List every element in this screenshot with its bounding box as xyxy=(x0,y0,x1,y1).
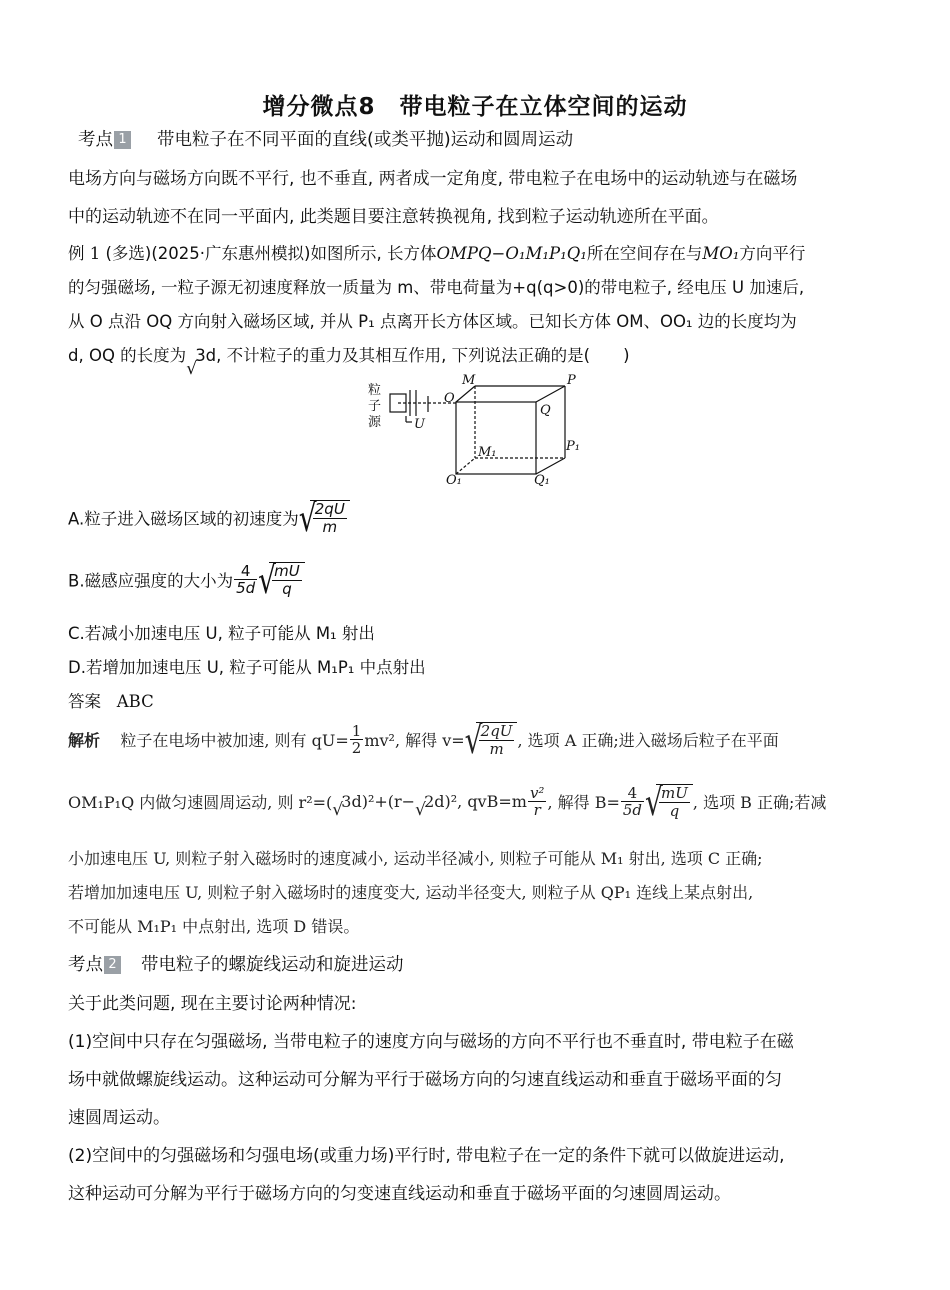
kaodian-1-intro-line-1: 电场方向与磁场方向既不平行, 也不垂直, 两者成一定角度, 带电粒子在电场中的运动轨迹与在磁场 xyxy=(68,169,798,189)
vertex-M: M xyxy=(462,373,476,388)
kaodian-2-p2-line-2: 这种运动可分解为平行于磁场方向的匀变速直线运动和垂直于磁场平面的匀速圆周运动。 xyxy=(68,1184,731,1204)
answer-line xyxy=(68,688,154,712)
kaodian-prefix: 考点 xyxy=(68,955,103,975)
example-line-1: 例 1 (多选)(2025·广东惠州模拟)如图所示, 长方体OMPQ−O₁M₁P₁Q₁所在空间存在与MO₁方向平行 xyxy=(68,244,806,263)
vertex-M1: M₁ xyxy=(478,445,497,460)
voltage-label: U xyxy=(414,417,425,432)
source-label-1: 粒 xyxy=(368,383,382,398)
option-d: D.若增加加速电压 U, 粒子可能从 M₁P₁ 中点射出 xyxy=(68,658,426,677)
kaodian-2-heading xyxy=(68,951,404,976)
vertex-P: P xyxy=(567,373,576,388)
example-line-2: 的匀强磁场, 一粒子源无初速度释放一质量为 m、带电荷量为+q(q>0)的带电粒子, 经电压 U 加速后, xyxy=(68,278,805,297)
vertex-O: O xyxy=(444,391,455,406)
kaodian-1-heading xyxy=(68,126,573,151)
example-line-4: d, OQ 的长度为 √ 3d, 不计粒子的重力及其相互作用, 下列说法正确的是( ) xyxy=(68,346,630,379)
kaodian-title: 带电粒子在不同平面的直线(或类平抛)运动和圆周运动 xyxy=(157,130,574,150)
kaodian-1-intro-line-2: 中的运动轨迹不在同一平面内, 此类题目要注意转换视角, 找到粒子运动轨迹所在平面。 xyxy=(68,207,719,227)
analysis-label: 解析 xyxy=(68,731,101,750)
kaodian-2-p1-line-2: 场中就做螺旋线运动。这种运动可分解为平行于磁场方向的匀速直线运动和垂直于磁场平面的匀 xyxy=(68,1070,782,1090)
example-line-3: 从 O 点沿 OQ 方向射入磁场区域, 并从 P₁ 点离开长方体区域。已知长方体 OM、OO₁ 边的长度均为 xyxy=(68,312,797,331)
analysis-line-5: 不可能从 M₁P₁ 中点射出, 选项 D 错误。 xyxy=(68,917,360,936)
source-label-2: 子 xyxy=(368,399,382,414)
example-label: 例 1 xyxy=(68,244,101,263)
kaodian-prefix: 考点 xyxy=(78,130,113,150)
page-title: 增分微点8 带电粒子在立体空间的运动 xyxy=(262,94,688,120)
option-c: C.若减小加速电压 U, 粒子可能从 M₁ 射出 xyxy=(68,624,375,643)
sqrt-expression: √ $\frac{mU}{q}$ xyxy=(258,562,305,597)
kaodian-number-badge: 1 xyxy=(114,131,131,149)
sqrt-expression: √ $\frac{2qU}{m}$ xyxy=(299,500,350,535)
kaodian-2-intro: 关于此类问题, 现在主要讨论两种情况: xyxy=(68,994,357,1014)
analysis-line-2: OM₁P₁Q 内做匀速圆周运动, 则 r²=( √ 3d)²+(r− √ 2d)², qvB=m $\frac{\text{v²}}{r}$ , 解得 B= $\frac{4}{5d}$ √ $\frac{mU}{q}$ , 选项 B 正确;若减 xyxy=(68,779,827,825)
answer-value: ABC xyxy=(116,692,154,711)
kaodian-number-badge: 2 xyxy=(104,956,121,974)
analysis-line-1: 解析 粒子在电场中被加速, 则有 qU= $\frac{1}{2}$ mv², 解得 v= √ $\frac{2qU}{m}$ , 选项 A 正确;进入磁场后粒子在平面 xyxy=(68,717,779,763)
source-label-3: 源 xyxy=(368,415,382,430)
analysis-line-3: 小加速电压 U, 则粒子射入磁场时的速度减小, 运动半径减小, 则粒子可能从 M₁ 射出, 选项 C 正确; xyxy=(68,849,763,868)
vertex-P1: P₁ xyxy=(566,439,580,454)
cuboid-figure xyxy=(368,372,598,487)
vertex-O1: O₁ xyxy=(446,473,462,487)
kaodian-2-p1-line-1: (1)空间中只存在匀强磁场, 当带电粒子的速度方向与磁场的方向不平行也不垂直时, 带电粒子在磁 xyxy=(68,1032,794,1052)
kaodian-2-p2-line-1: (2)空间中的匀强磁场和匀强电场(或重力场)平行时, 带电粒子在一定的条件下就可以做旋进运动, xyxy=(68,1146,785,1166)
analysis-line-4: 若增加加速电压 U, 则粒子射入磁场时的速度变大, 运动半径变大, 则粒子从 QP₁ 连线上某点射出, xyxy=(68,883,754,902)
kaodian-2-p1-line-3: 速圆周运动。 xyxy=(68,1108,170,1128)
vertex-Q: Q xyxy=(540,403,551,418)
answer-label: 答案 xyxy=(68,692,101,711)
option-b: B.磁感应强度的大小为 $\frac{4}{5d}$ √ $\frac{mU}{q}$ xyxy=(68,562,305,597)
vertex-Q1: Q₁ xyxy=(534,473,550,487)
option-a: A.粒子进入磁场区域的初速度为 √ $\frac{2qU}{m}$ xyxy=(68,500,350,535)
kaodian-title: 带电粒子的螺旋线运动和旋进运动 xyxy=(141,955,404,975)
